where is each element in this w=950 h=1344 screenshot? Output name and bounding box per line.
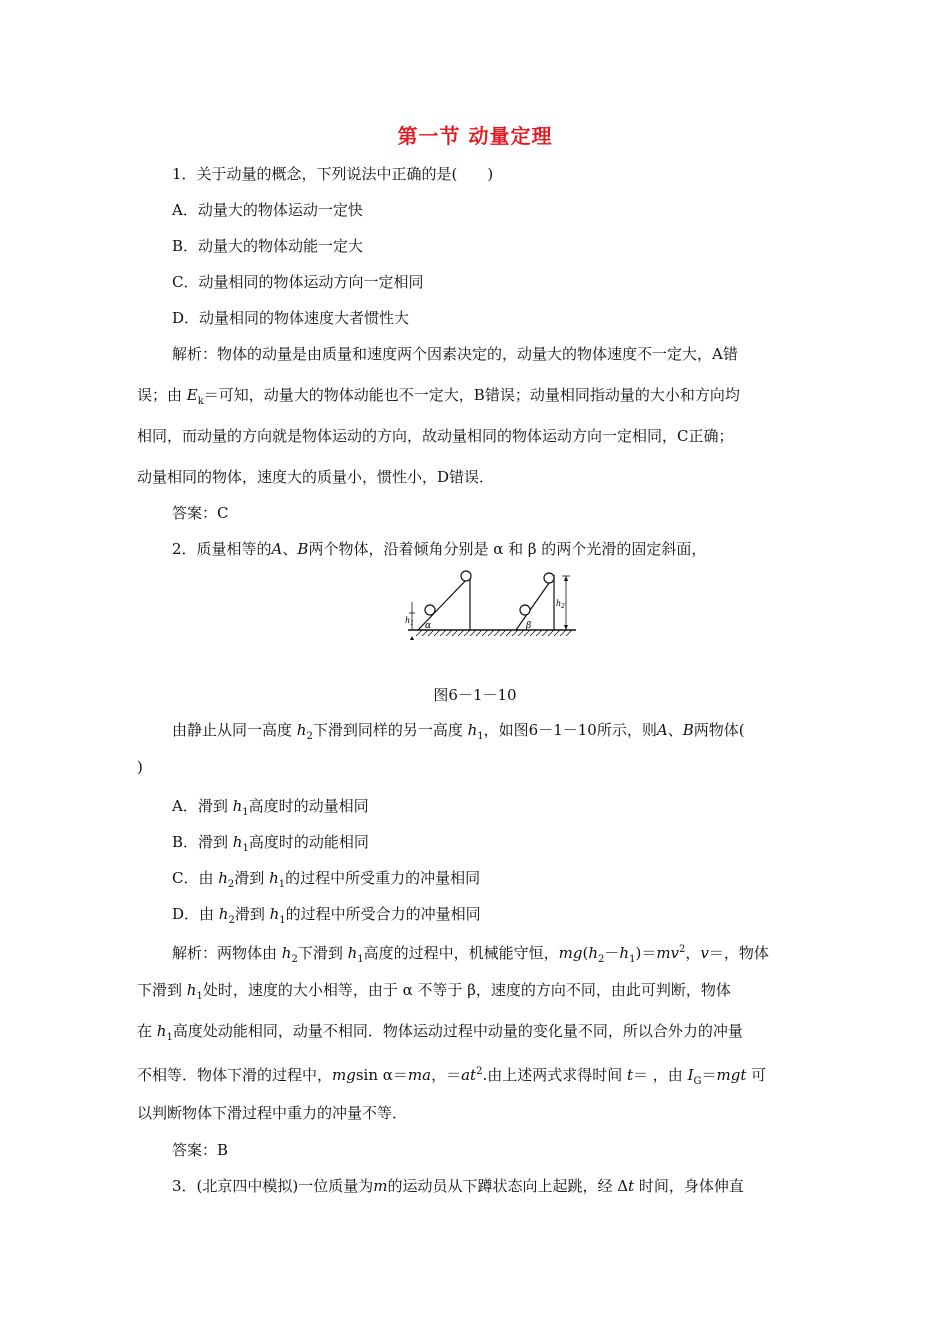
- incline-beta: [516, 576, 554, 630]
- q1-analysis-line-2: 误；由 $E_k=$可知，动量大的物体动能也不一定大，B错误；动量相同指动量的大小和方向均: [137, 386, 740, 407]
- q1-analysis-line-4: 动量相同的物体，速度大的质量小，惯性小，D错误．: [137, 468, 495, 486]
- q1-option-d: D．动量相同的物体速度大者惯性大: [172, 309, 410, 327]
- q2-answer: 答案：B: [172, 1141, 229, 1159]
- q1-option-a: A．动量大的物体运动一定快: [172, 201, 363, 219]
- q1-answer: 答案：C: [172, 504, 229, 522]
- q2-analysis-line-5: 以判断物体下滑过程中重力的冲量不等．: [137, 1104, 408, 1122]
- q2-analysis-line-3: 在 $h_1$高度处动能相同，动量不相同．物体运动过程中动量的变化量不同，所以合外力的冲量: [137, 1022, 743, 1043]
- q2-analysis-line-4: 不相等．物体下滑的过程中，mgsin α＝ma，$=at^2$.由上述两式求得时间 t＝ ，由 $I_G=mgt$ 可: [137, 1066, 767, 1087]
- q2-stem: 2．质量相等的A、B两个物体，沿着倾角分别是 α 和 β 的两个光滑的固定斜面，: [172, 540, 707, 558]
- q1-analysis-line-1: 解析：物体的动量是由质量和速度两个因素决定的，动量大的物体速度不一定大，A错: [172, 345, 738, 363]
- q2-analysis-line-2: 下滑到 $h_1$处时，速度的大小相等，由于 α 不等于 β，速度的方向不同，由此可判断，物体: [137, 981, 731, 1002]
- ball-a-top: [461, 571, 471, 581]
- ball-a-bottom: [425, 605, 435, 615]
- q1-analysis-line-3: 相同，而动量的方向就是物体运动的方向，故动量相同的物体运动方向一定相同，C正确；: [137, 427, 734, 445]
- ground-hatch: [416, 630, 572, 636]
- q1-stem: 1．关于动量的概念，下列说法中正确的是( ): [172, 165, 494, 183]
- q3-stem: 3．(北京四中模拟)一位质量为m的运动员从下蹲状态向上起跳，经 Δt 时间，身体伸直: [172, 1177, 744, 1195]
- ball-b-bottom: [520, 605, 530, 615]
- alpha-label: α: [425, 621, 432, 631]
- q2-analysis-line-1: 解析：两物体由 $h_2$下滑到 $h_1$高度的过程中，机械能守恒，$mg(h_2-h_1)=mv^2$，v＝，物体: [172, 944, 769, 965]
- q2-option-b: B．滑到 $h_1$高度时的动能相同: [172, 833, 369, 854]
- beta-label: β: [526, 621, 532, 631]
- q2-option-a: A．滑到 $h_1$高度时的动量相同: [172, 797, 369, 818]
- inclined-planes-figure: [404, 568, 576, 648]
- h1-label: $h_1$: [405, 616, 414, 627]
- figure-caption: 图6－1－10: [433, 686, 517, 704]
- page-title: 第一节 动量定理: [397, 124, 553, 148]
- ball-b-top: [544, 573, 554, 583]
- q2-option-d: D．由 $h_2$滑到 $h_1$的过程中所受合力的冲量相同: [172, 905, 481, 926]
- q2-stem-line-2: 由静止从同一高度 $h_2$下滑到同样的另一高度 $h_1$，如图6－1－10所示，则A、B两物体(: [172, 721, 745, 742]
- q1-option-c: C．动量相同的物体运动方向一定相同: [172, 273, 424, 291]
- q2-option-c: C．由 $h_2$滑到 $h_1$的过程中所受重力的冲量相同: [172, 869, 481, 890]
- q2-stem-line-3: ): [137, 758, 143, 776]
- q1-option-b: B．动量大的物体动能一定大: [172, 237, 364, 255]
- h2-label: $h_2$: [556, 599, 565, 610]
